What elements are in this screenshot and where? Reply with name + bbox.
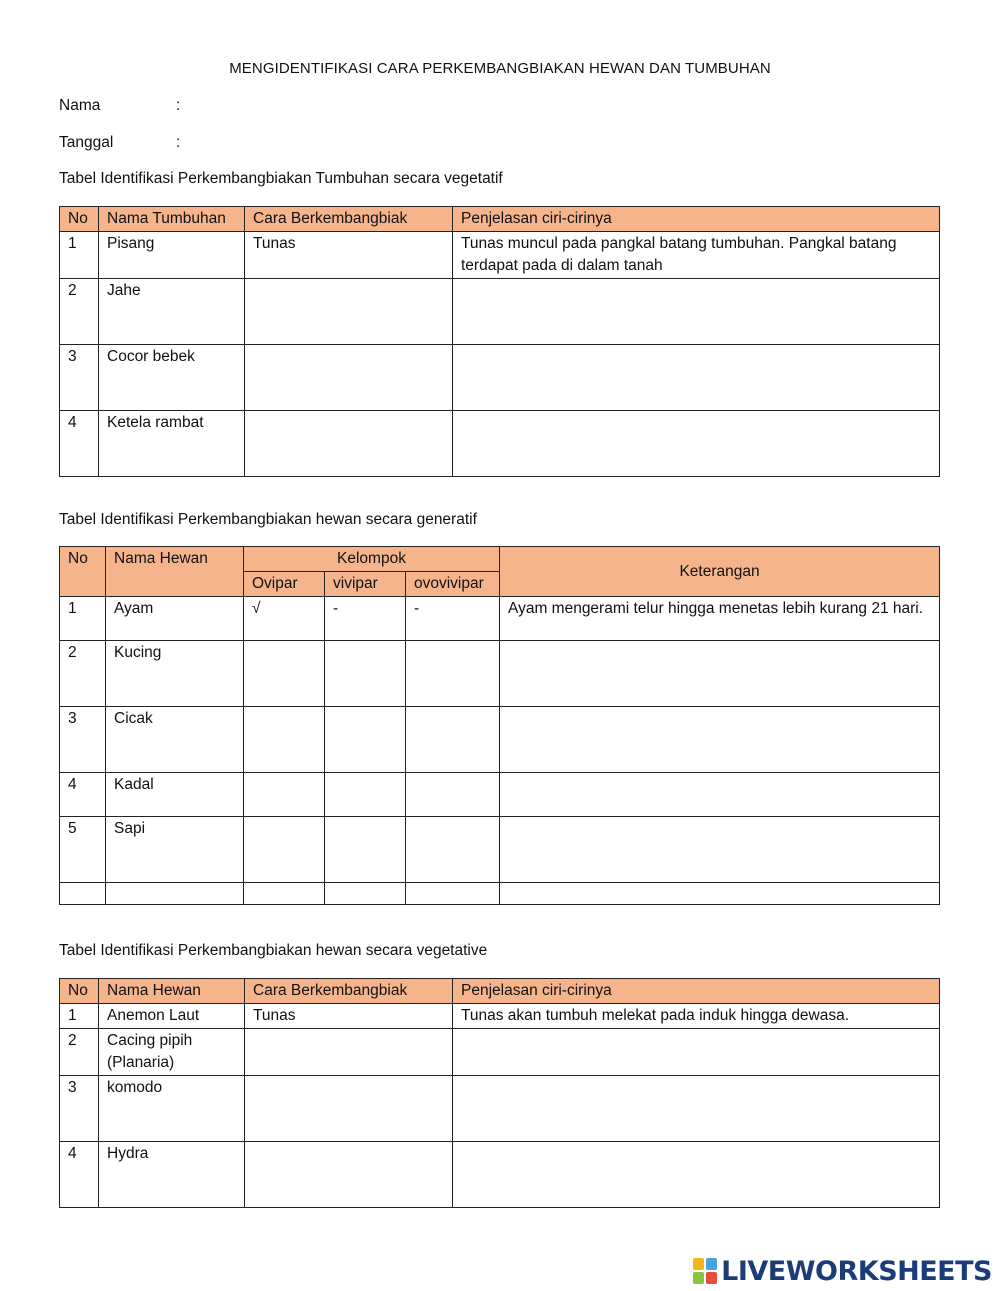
cell-no: 2 [60,641,106,707]
table-row [60,1142,940,1208]
cell-name: Jahe [99,279,245,345]
cell-vivipar[interactable] [325,817,406,883]
cell-ovovivipar[interactable]: - [406,597,500,641]
tanggal-label: Tanggal [59,134,114,151]
cell-name: Pisang [99,232,245,279]
header-ovovivipar: ovovivipar [406,572,500,597]
logo-square-i [706,1258,717,1270]
cell-ovipar[interactable] [244,883,325,905]
liveworksheets-logo-icon [693,1258,717,1284]
cell-no: 5 [60,817,106,883]
table-row [60,817,940,883]
cell-name: Hydra [99,1142,245,1208]
logo-square-e [706,1272,717,1284]
cell-cara[interactable] [245,279,453,345]
cell-ovipar[interactable] [244,773,325,817]
cell-cara[interactable] [245,1076,453,1142]
cell-keterangan[interactable] [500,641,940,707]
header-no: No [60,207,99,232]
header-vivipar: vivipar [325,572,406,597]
header-penjelasan: Penjelasan ciri-cirinya [453,207,940,232]
cell-no: 3 [60,707,106,773]
table-row [60,1076,940,1142]
header-ovipar: Ovipar [244,572,325,597]
table1-caption: Tabel Identifikasi Perkembangbiakan Tumbuhan secara vegetatif [59,170,503,187]
cell-name: Cocor bebek [99,345,245,411]
cell-no: 4 [60,411,99,477]
cell-name: Ayam [106,597,244,641]
table2-caption: Tabel Identifikasi Perkembangbiakan hewan secara generatif [59,511,477,528]
table-vegetatif-tumbuhan [59,206,940,477]
cell-keterangan[interactable]: Ayam mengerami telur hingga menetas lebih kurang 21 hari. [500,597,940,641]
cell-desc[interactable] [453,411,940,477]
cell-cara[interactable] [245,1142,453,1208]
table-row [60,597,940,641]
cell-name: Cacing pipih (Planaria) [99,1029,245,1076]
header-cara: Cara Berkembangbiak [245,979,453,1004]
cell-desc[interactable] [453,1142,940,1208]
header-no: No [60,547,106,597]
cell-no: 4 [60,1142,99,1208]
cell-ovipar[interactable] [244,817,325,883]
cell-cara[interactable] [245,411,453,477]
cell-no: 2 [60,279,99,345]
cell-no: 3 [60,345,99,411]
cell-cara[interactable] [245,345,453,411]
cell-keterangan[interactable] [500,707,940,773]
cell-no: 3 [60,1076,99,1142]
cell-name: komodo [99,1076,245,1142]
table-row [60,641,940,707]
cell-name: Kadal [106,773,244,817]
cell-name [106,883,244,905]
liveworksheets-logo [693,1254,992,1288]
header-cara: Cara Berkembangbiak [245,207,453,232]
table-row [60,345,940,411]
table-vegetative-hewan [59,978,940,1208]
cell-ovovivipar[interactable] [406,707,500,773]
cell-ovovivipar[interactable] [406,773,500,817]
cell-ovipar[interactable]: √ [244,597,325,641]
cell-desc[interactable] [453,1029,940,1076]
cell-desc[interactable]: Tunas muncul pada pangkal batang tumbuhan. Pangkal batang terdapat pada di dalam tanah [453,232,940,279]
nama-colon: : [176,97,181,114]
cell-name: Anemon Laut [99,1004,245,1029]
table-row [60,773,940,817]
table-row [60,707,940,773]
logo-square-v [693,1272,704,1284]
table-row [60,411,940,477]
page-title: MENGIDENTIFIKASI CARA PERKEMBANGBIAKAN HEWAN DAN TUMBUHAN [229,60,771,77]
cell-ovipar[interactable] [244,641,325,707]
table-generatif-hewan [59,546,940,905]
liveworksheets-logo-text: LIVEWORKSHEETS [721,1255,992,1287]
cell-no: 4 [60,773,106,817]
cell-desc[interactable] [453,1076,940,1142]
cell-keterangan[interactable] [500,883,940,905]
header-keterangan: Keterangan [500,547,940,597]
tanggal-colon: : [176,134,181,151]
cell-desc[interactable]: Tunas akan tumbuh melekat pada induk hingga dewasa. [453,1004,940,1029]
nama-label: Nama [59,97,101,114]
cell-ovovivipar[interactable] [406,817,500,883]
cell-vivipar[interactable] [325,773,406,817]
cell-no: 1 [60,597,106,641]
header-nama-hewan: Nama Hewan [106,547,244,597]
cell-ovovivipar[interactable] [406,883,500,905]
cell-keterangan[interactable] [500,817,940,883]
cell-name: Ketela rambat [99,411,245,477]
cell-no: 1 [60,232,99,279]
cell-ovovivipar[interactable] [406,641,500,707]
cell-vivipar[interactable] [325,883,406,905]
cell-desc[interactable] [453,345,940,411]
table-row [60,232,940,279]
header-nama-tumbuhan: Nama Tumbuhan [99,207,245,232]
cell-vivipar[interactable]: - [325,597,406,641]
cell-no: 2 [60,1029,99,1076]
table-row [60,1004,940,1029]
table-row [60,279,940,345]
cell-cara[interactable]: Tunas [245,1004,453,1029]
cell-ovipar[interactable] [244,707,325,773]
logo-square-l [693,1258,704,1270]
cell-name: Kucing [106,641,244,707]
table-row [60,883,940,905]
cell-name: Cicak [106,707,244,773]
cell-keterangan[interactable] [500,773,940,817]
cell-no: 1 [60,1004,99,1029]
cell-name: Sapi [106,817,244,883]
header-nama-hewan: Nama Hewan [99,979,245,1004]
header-kelompok: Kelompok [244,547,500,572]
cell-desc[interactable] [453,279,940,345]
cell-vivipar[interactable] [325,641,406,707]
cell-cara[interactable]: Tunas [245,232,453,279]
table-row [60,1029,940,1076]
cell-vivipar[interactable] [325,707,406,773]
table3-caption: Tabel Identifikasi Perkembangbiakan hewan secara vegetative [59,942,488,959]
header-no: No [60,979,99,1004]
cell-no [60,883,106,905]
header-penjelasan: Penjelasan ciri-cirinya [453,979,940,1004]
cell-cara[interactable] [245,1029,453,1076]
